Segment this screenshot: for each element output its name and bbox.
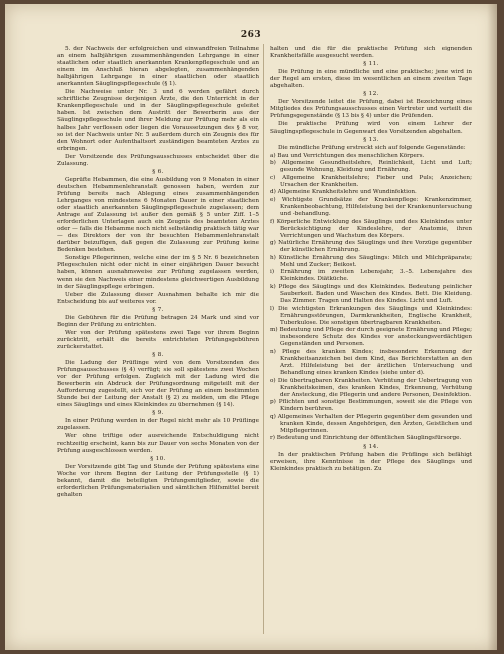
right-column: [270, 46, 472, 636]
paragraph: Geprüfte Hebammen, die eine Ausbildung von 9 Monaten in einer deutschen Hebammenlehranstalt genossen haben, werden zur Prüfung bereits nach Ablegung eines zusammenhängenden Lehrganges von mindestens 6 Monaten Dauer in einer staatlichen oder staatlich anerkannten Säuglingspflegeschule zugelassen; dem Antrage auf Zulassung ist außer den gemäß § 5 unter Ziff. 1–5 erforderlichen Unterlagen auch ein Zeugnis des beamteten Arztes oder — falls die Hebamme noch nicht selbständig praktisch tätig war — des Direktors der von ihr besuchten Hebammenlehranstalt darüber beizufügen, daß gegen die Zulassung zur Prüfung keine Bedenken bestehen.: [57, 176, 259, 254]
paragraph: Wer von der Prüfung spätestens zwei Tage vor ihrem Beginn zurücktritt, erhält die bereits entrichteten Prüfungsgebühren zurückerstattet.: [57, 329, 259, 350]
subject-list: [270, 153, 472, 443]
list-item: d) Allgemeine Krankheitslehre und Wundinfektion.: [270, 189, 417, 196]
list-item: e) Wichtigste Grundsätze der Krankenpflege: Krankenzimmer, Krankenbeobachtung, Hilfeleistung bei der Krankenuntersuchung und -behandlung.: [270, 196, 472, 218]
paragraph: Die Ladung der Prüflinge wird von dem Vorsitzenden des Prüfungsausschusses (§ 4) verfügt; sie soll spätestens zwei Wochen vor der Prüfung erfolgen. Zugleich mit der Ladung wird die Bewerberin ein Abdruck der Prüfungsordnung mitgeteilt mit der Aufforderung zugestellt, sich vor der Prüfung an einem bestimmten Stunde bei der Leitung der Anstalt (§ 2) zu melden, um die Pflege eines Säuglings und eines Kleinkindes zu übernehmen (§ 14).: [57, 360, 259, 409]
left-column: [57, 46, 259, 636]
paragraph: In einer Prüfung werden in der Regel nicht mehr als 10 Prüflinge zugelassen.: [57, 418, 259, 432]
section-heading: § 14.: [363, 443, 379, 450]
section-heading: § 8.: [152, 351, 164, 358]
paragraph: Die Nachweise unter Nr. 3 und 6 werden gefährt durch schriftliche Zeugnisse derjenigen Ärzte, die den Unterricht in der Krankenpflegeschule und in der Säuglingspflegeschule geleitet haben. Ist zwischen dem Austritt der Bewerberin aus der Säuglingspflegeschule und ihrer Meldung zur Prüfung mehr als ein halbes Jahr verflossen oder liegen die Voraussetzungen des § 8 vor, so ist der Nachweis unter Nr. 5 außerdem durch ein Zeugnis des für den Wohnort oder Aufenthaltsort zuständigen beamteten Arztes zu erbringen.: [57, 89, 259, 152]
paragraph: 5. der Nachweis der erfolgreichen und einwandfreien Teilnahme an einem halbjährigen zusammenhängenden Lehrgange in einer staatlichen oder staatlich anerkannten Krankenpflegeschule und an einem im Anschluß hieran abgelegten, zusammenhängenden halbjährigen Lehrgange in einer staatlichen oder staatlich anerkannten Säuglingspflegeschule (§ 1).: [57, 46, 259, 88]
section-heading: § 9.: [152, 410, 164, 417]
document-page: [5, 4, 497, 650]
paragraph: Ueber die Zulassung dieser Ausnahmen behalte ich mir die Entscheidung bis auf weiteres vor.: [57, 291, 259, 305]
list-item: q) Allgemeines Verhalten der Pflegerin gegenüber dem gesunden und kranken Kinde, dessen Angehörigen, den Ärzten, Geistlichen und Mitpflegerinnen.: [270, 413, 472, 434]
paragraph: Der Vorsitzende leitet die Prüfung, dabei ist Bezeichnung eines Mitgliedes des Prüfungsausschusses einen Vertreter und verteilt die Prüfungsgegenstände (§ 13 bis § 4) unter die Prüfenden.: [270, 99, 472, 120]
list-item: n) Pflege des kranken Kindes; insbesondere Erkennung der Krankheitsanzeichen bei dem Kind, das Berichterstatten an den Arzt. Hilfeleistung bei der ärztlichen Untersuchung und Behandlung eines kranken Kindes (siehe unter d).: [270, 348, 472, 377]
paragraph: halten und die für die praktische Prüfung sich eignenden Krankheitsfälle ausgesucht werden.: [270, 46, 472, 60]
page-number: 263: [240, 30, 262, 40]
paragraph: Der Vorsitzende gibt Tag und Stunde der Prüfung spätestens eine Woche vor ihrem Beginn der Leitung der Prüfungsstelle (§ 1) bekannt, damit die beteiligten Prüfungsmitglieder, sowie die erforderlichen Prüfungsmaterialien und sämtlichen Hilfsmittel bereit gehalten: [57, 463, 259, 498]
paragraph: Sonstige Pflegerinnen, welche eine der im § 5 Nr. 6 bezeichneten Pflegeschulen nicht oder nicht in einer einjährigen Dauer besucht haben, können ausnahmsweise zur Prüfung zugelassen werden, wenn sie den Nachweis einer mindestens gleichwertigen Ausbildung in der Säuglingspflege erbringen.: [57, 255, 259, 290]
paragraph: Die Gebühren für die Prüfung betragen 24 Mark und sind vor Beginn der Prüfung zu entrichten.: [57, 314, 259, 328]
list-item: a) Bau und Verrichtungen des menschlichen Körpers.: [270, 152, 425, 159]
list-item: l) Die wichtigsten Erkrankungen des Säuglings und Kleinkindes: Ernährungsstörungen, Darmkrankheiten, Englische Krankheit, Tuberkulose. Die sonstigen übertragbaren Krankheiten.: [270, 305, 472, 326]
section-heading: § 10.: [150, 455, 166, 462]
paragraph: In der praktischen Prüfung haben die Prüflinge sich befähigt erweisen, ihre Kenntnisse in der Pflege des Säuglings und Kleinkindes praktisch zu betätigen. Zu: [270, 451, 472, 472]
paragraph: Die mündliche Prüfung erstreckt sich auf folgende Gegenstände:: [278, 144, 466, 151]
list-item: m) Bedeutung und Pflege der durch geeignete Ernährung und Pflege; insbesondere Schutz des Kindes vor ansteckungsverdächtigen Gegenständen und Personen.: [270, 327, 472, 348]
list-item: g) Natürliche Ernährung des Säuglings und ihre Vorzüge gegenüber der künstlichen Ernährung.: [270, 240, 472, 254]
paragraph: Die praktische Prüfung wird von einem Lehrer der Säuglingspflegeschule in Gegenwart des Vorsitzenden abgehalten.: [270, 121, 472, 135]
section-heading: § 6.: [152, 168, 164, 175]
paragraph: Der Vorsitzende des Prüfungsausschusses entscheidet über die Zulassung.: [57, 153, 259, 167]
paragraph: Die Prüfung in eine mündliche und eine praktische; jene wird in der Regel am ersten, diese im wesentlichen an einem zweiten Tage abgehalten.: [270, 69, 472, 90]
list-item: o) Die übertragbaren Krankheiten. Verhütung der Uebertragung von Krankheitskeimen, des kranken Kindes, Erkennung, Verhütung der Ansteckung, die Pflegerin und andere Personen, Desinfektion.: [270, 377, 472, 398]
list-item: p) Pflichten und sonstige Bestimmungen, soweit sie die Pflege von Kindern berühren.: [270, 399, 472, 413]
list-item: k) Pflege des Säuglings und des Kleinkindes. Bedeutung peinlicher Sauberkeit. Baden und Waschen des Kindes. Bett. Die Kleidung. Das Zimmer. Tragen und Halten des Kindes. Licht und Luft.: [270, 284, 472, 305]
section-heading: § 7.: [152, 306, 164, 313]
list-item: c) Allgemeine Krankheitslehre; Fieber und Puls; Anzeichen; Ursachen der Krankheiten.: [270, 174, 472, 188]
list-item: f) Körperliche Entwicklung des Säuglings und des Kleinkindes unter Berücksichtigung der Kindeslehre, der Anatomie, ihren Verrichtungen und Wachstum des Körpers.: [270, 218, 472, 239]
list-item: h) Künstliche Ernährung des Säuglings: Milch und Milchpräparate; Mehl und Zucker; Beikost.: [270, 254, 472, 268]
paragraph: Wer ohne triftige oder ausreichende Entschuldigung nicht rechtzeitig erscheint, kann bis zur Dauer von sechs Monaten von der Prüfung ausgeschlossen werden.: [57, 433, 259, 454]
column-divider: [263, 44, 264, 634]
section-heading: § 13.: [363, 136, 379, 143]
page-edge-shadow: [487, 4, 497, 650]
section-heading: § 11.: [363, 61, 379, 68]
list-item: i) Ernährung im zweiten Lebensjahr, 3.–5. Lebensjahre des Kleinkindes. Diätküche.: [270, 269, 472, 283]
list-item: b) Allgemeine Gesundheitslehre, Reinlichkeit, Licht und Luft; gesunde Wohnung, Kleidung und Ernährung.: [270, 160, 472, 174]
list-item: r) Bedeutung und Einrichtung der öffentlichen Säuglingsfürsorge.: [270, 435, 462, 442]
section-heading: § 12.: [363, 91, 379, 98]
